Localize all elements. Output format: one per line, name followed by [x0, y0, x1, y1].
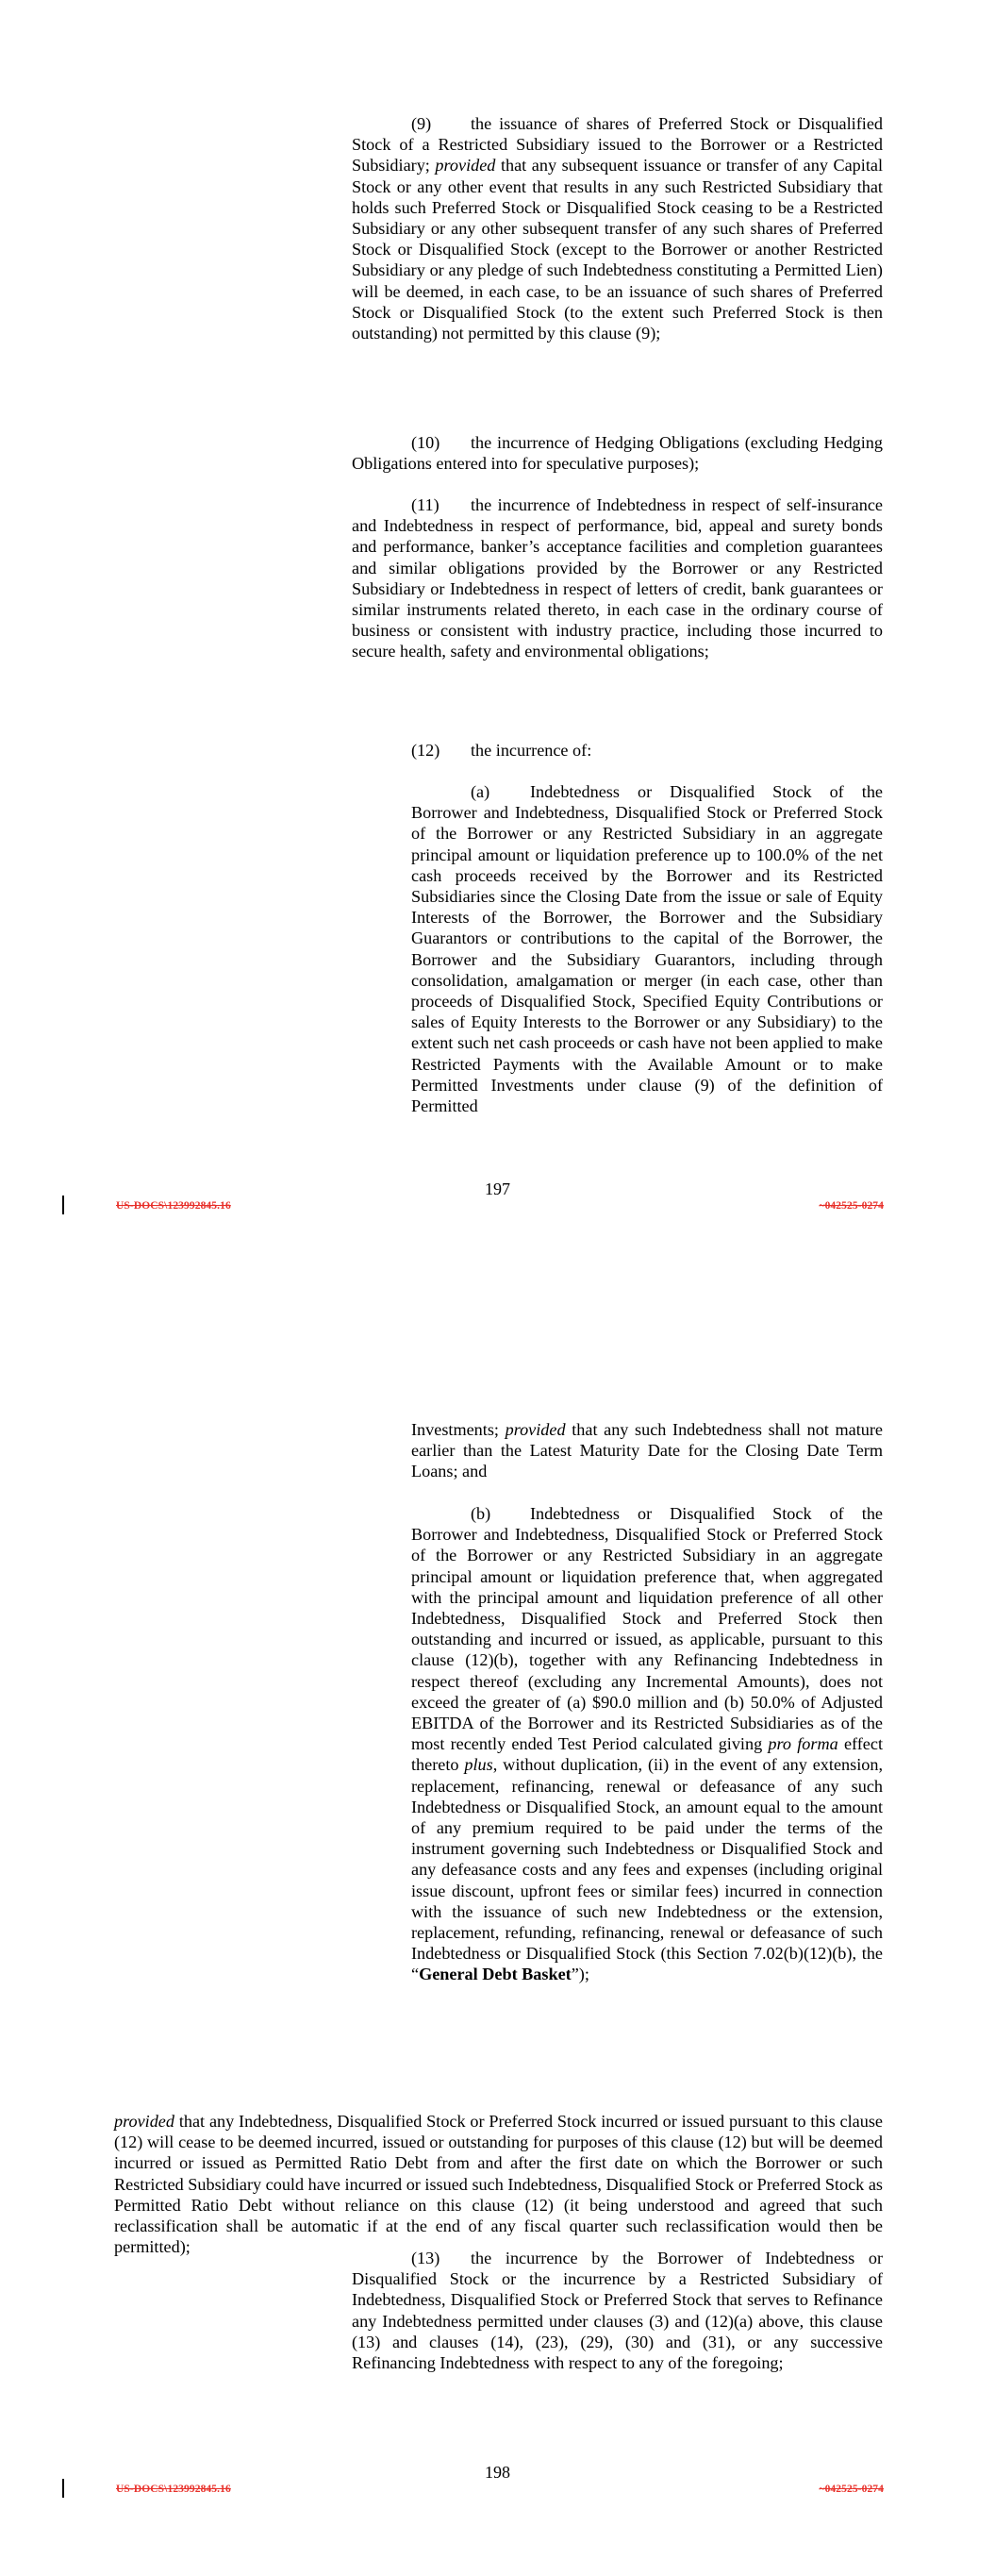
clause-12b — [411, 1503, 883, 1985]
clause-12b-text-a: Indebtedness or Disqualified Stock of the Borrower and Indebtedness, Disqualified Stock or Preferred Stock of the Borrower or any Restricted Subsidiary in an aggregate principal amount or liquidation preference that, when aggregated with the principal amount and liquidation preference of all other Indebtedness, Disqualified Stock and Preferred Stock then outstanding and incurred or issued, as applicable, pursuant to this clause (12)(b), together with any Refinancing Indebtedness in respect thereof (excluding any Incremental Amounts), does not exceed the greater of (a) $90.0 million and (b) 50.0% of Adjusted EBITDA of the Borrower and its Restricted Subsidiaries as of the most recently ended Test Period calculated giving — [411, 1504, 883, 1754]
footer-matter-id: ~042525-0274 — [819, 1200, 884, 1212]
clause-12-proviso — [114, 2111, 883, 2257]
clause-12a-text-page2-b: that any such Indebtedness shall not mature earlier than the Latest Maturity Date for the Closing Date Term Loans; and — [411, 1420, 883, 1481]
clause-12a-italic: provided — [505, 1420, 566, 1439]
clause-12-text: the incurrence of: — [471, 741, 592, 760]
clause-10-number: (10) — [411, 433, 440, 452]
clause-10-text: the incurrence of Hedging Obligations (excluding Hedging Obligations entered into for speculative purposes); — [352, 433, 883, 474]
clause-12 — [352, 740, 883, 761]
clause-12b-text-d: ”); — [571, 1965, 589, 1984]
clause-11-text: the incurrence of Indebtedness in respect of self-insurance and Indebtedness in respect of performance, bid, appeal and surety bonds and performance, banker’s acceptance facilities and completion guarantees and similar obligations provided by the Borrower or any Restricted Subsidiary or Indebtedness in respect of letters of credit, bank guarantees or similar instruments related thereto, in each case in the ordinary course of business or consistent with industry practice, including those incurred to secure health, safety and environmental obligations; — [352, 495, 883, 661]
clause-12b-text-c: , without duplication, (ii) in the event of any extension, replacement, refinancing, renewal or defeasance of any such Indebtedness or Disqualified Stock, an amount equal to the amount of any premium required to be paid under the terms of the instrument governing such Indebtedness or Disqualified Stock and any defeasance costs and any fees and expenses (including original issue discount, upfront fees or similar fees) incurred in connection with the issuance of such new Indebtedness or the extension, replacement, refunding, refinancing, renewal or defeasance of such Indebtedness or Disqualified Stock (this Section 7.02(b)(12)(b), the “ — [411, 1755, 883, 1984]
defined-term-general-debt-basket: General Debt Basket — [419, 1965, 572, 1984]
clause-9-italic: provided — [435, 156, 496, 176]
clause-10 — [352, 432, 883, 474]
clause-13 — [352, 2248, 883, 2373]
clause-9 — [352, 113, 883, 343]
clause-12a-continued — [411, 1419, 883, 1482]
page-198 — [0, 1255, 995, 2576]
clause-9-text-b: that any subsequent issuance or transfer of any Capital Stock or any other event that results in any such Restricted Subsidiary that holds such Preferred Stock or Disqualified Stock ceasing to be a Restricted Subsidiary or any other subsequent transfer of any such shares of Preferred Stock or Disqualified Stock (except to the Borrower or another Restricted Subsidiary or any pledge of such Indebtedness constituting a Permitted Lien) will be deemed, in each case, to be an issuance of such shares of Preferred Stock or Disqualified Stock (to the extent such Preferred Stock is then outstanding) not permitted by this clause (9); — [352, 156, 883, 343]
footer-doc-id: US-DOCS\123992845.16 — [116, 2484, 231, 2495]
clause-9-number: (9) — [411, 114, 432, 133]
clause-12a — [411, 781, 883, 1116]
footer-doc-id: US-DOCS\123992845.16 — [116, 1200, 231, 1212]
clause-12-number: (12) — [411, 741, 440, 760]
clause-9-text-a: the issuance of shares of Preferred Stock or Disqualified Stock of a Restricted Subsidiary issued to the Borrower or a Restricted Subsidiary; — [352, 114, 883, 176]
clause-12a-text-page2-a: Investments; — [411, 1420, 506, 1439]
clause-12b-text-b: effect thereto — [411, 1734, 883, 1775]
clause-12a-number: (a) — [471, 782, 490, 801]
page-number: 198 — [485, 2463, 510, 2482]
clause-13-number: (13) — [411, 2249, 440, 2267]
page-number: 197 — [485, 1179, 510, 1198]
proviso-text: that any Indebtedness, Disqualified Stock or Preferred Stock incurred or issued pursuant to this clause (12) will cease to be deemed incurred, issued or outstanding for purposes of this clause (12) but will be deemed incurred or issued as Permitted Ratio Debt from and after the first date on which the Borrower or such Restricted Subsidiary could have incurred or issued such Indebtedness, Disqualified Stock or Preferred Stock as Permitted Ratio Debt without reliance on this clause (12) (it being understood and agreed that such reclassification shall be automatic if at the end of any fiscal quarter such reclassification would then be permitted); — [114, 2112, 883, 2257]
page-197 — [0, 0, 995, 1255]
clause-12a-text-page1: Indebtedness or Disqualified Stock of the Borrower and Indebtedness, Disqualified Stock or Preferred Stock of the Borrower or any Restricted Subsidiary in an aggregate principal amount or liquidation preference up to 100.0% of the net cash proceeds received by the Borrower and its Restricted Subsidiaries since the Closing Date from the issue or sale of Equity Interests of the Borrower, the Borrower and the Subsidiary Guarantors or contributions to the capital of the Borrower, the Borrower and the Subsidiary Guarantors, including through consolidation, amalgamation or merger (in each case, other than proceeds of Disqualified Stock, Specified Equity Contributions or sales of Equity Interests to the Borrower or any Subsidiary) to the extent such net cash proceeds or cash have not been applied to make Restricted Payments with the Available Amount or to make Permitted Investments under clause (9) of the definition of Permitted — [411, 782, 883, 1116]
clause-11-number: (11) — [411, 495, 439, 514]
clause-12b-number: (b) — [471, 1504, 491, 1523]
change-bar — [62, 1196, 64, 1214]
proviso-italic: provided — [114, 2112, 174, 2131]
clause-13-text: the incurrence by the Borrower of Indebtedness or Disqualified Stock or the incurrence by a Restricted Subsidiary of Indebtedness, Disqualified Stock or Preferred Stock that serves to Refinance any Indebtedness permitted under clauses (3) and (12)(a) above, this clause (13) and clauses (14), (23), (29), (30) and (31), or any successive Refinancing Indebtedness with respect to any of the foregoing; — [352, 2249, 883, 2373]
clause-12b-italic-2: plus — [464, 1755, 493, 1775]
footer-matter-id: ~042525-0274 — [819, 2484, 884, 2495]
clause-12b-italic-1: pro forma — [768, 1734, 838, 1754]
clause-11 — [352, 494, 883, 662]
change-bar — [62, 2479, 64, 2498]
